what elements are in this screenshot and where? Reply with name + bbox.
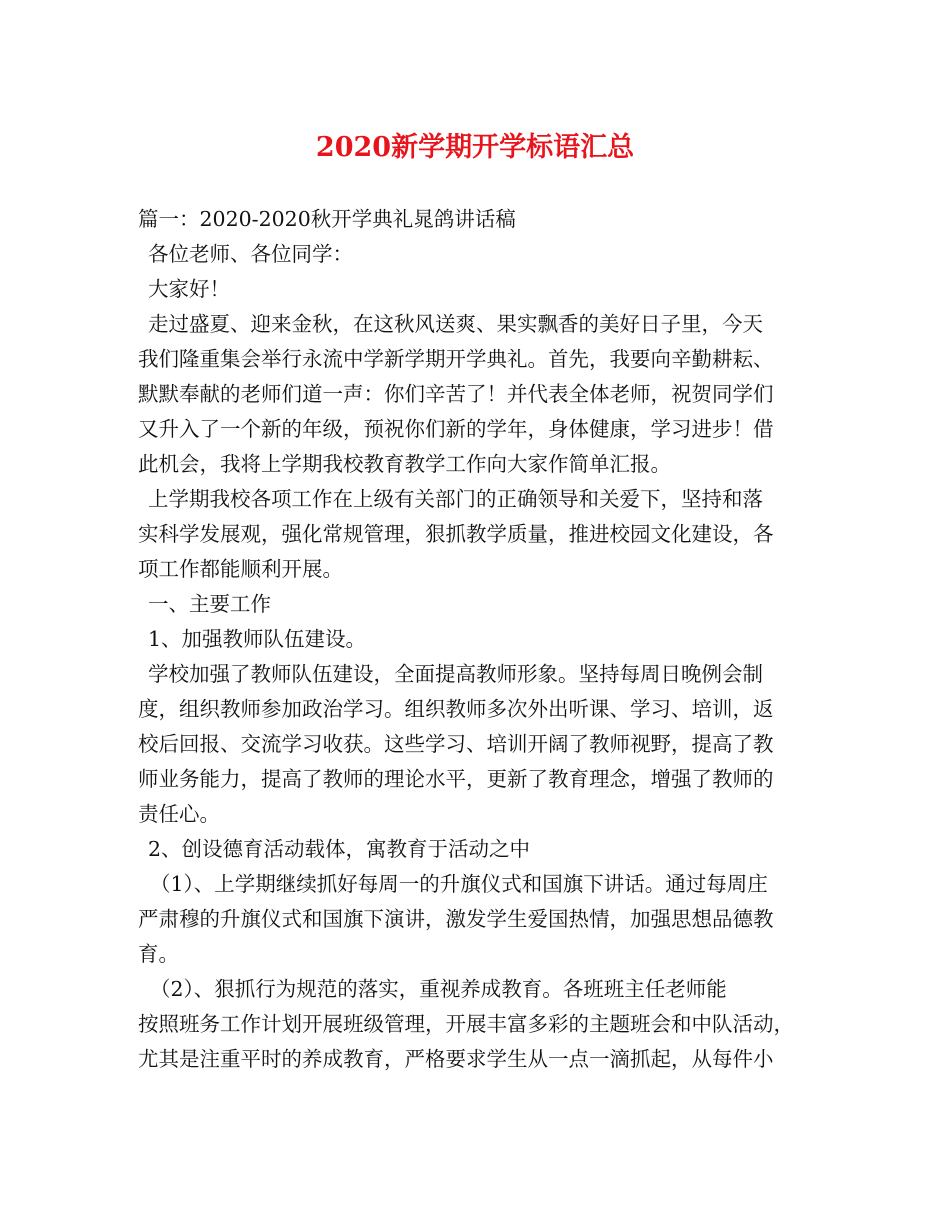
paragraph-line: 按照班务工作计划开展班级管理，开展丰富多彩的主题班会和中队活动，	[138, 1012, 794, 1036]
paragraph-line: 师业务能力，提高了教师的理论水平，更新了教育理念，增强了教师的	[138, 767, 774, 791]
subsection-heading: 一、主要工作	[148, 592, 271, 616]
paragraph-line: 又升入了一个新的年级，预祝你们新的学年，身体健康，学习进步！借	[138, 417, 774, 441]
paragraph-line: 度，组织教师参加政治学习。组织教师多次外出听课、学习、培训，返	[138, 697, 774, 721]
paragraph-line: 责任心。	[138, 802, 220, 826]
paragraph-line: 校后回报、交流学习收获。这些学习、培训开阔了教师视野，提高了教	[138, 732, 774, 756]
document-title: 2020新学期开学标语汇总	[315, 132, 635, 163]
paragraph-line: 上学期我校各项工作在上级有关部门的正确领导和关爱下，坚持和落	[148, 487, 763, 511]
salutation: 各位老师、各位同学：	[148, 242, 353, 266]
paragraph-line: 项工作都能顺利开展。	[138, 557, 343, 581]
subsection-heading: 2、创设德育活动载体，寓教育于活动之中	[148, 837, 531, 861]
section-heading: 篇一：2020-2020秋开学典礼晁鸽讲话稿	[138, 207, 516, 231]
paragraph-line: 育。	[138, 942, 179, 966]
paragraph-line: （1）、上学期继续抓好每周一的升旗仪式和国旗下讲话。通过每周庄	[150, 872, 768, 896]
paragraph-line: 我们隆重集会举行永流中学新学期开学典礼。首先，我要向辛勤耕耘、	[138, 347, 774, 371]
paragraph-line: 走过盛夏、迎来金秋，在这秋风送爽、果实飘香的美好日子里，今天	[148, 312, 763, 336]
paragraph-line: 此机会，我将上学期我校教育教学工作向大家作简单汇报。	[138, 452, 671, 476]
paragraph-line: 严肃穆的升旗仪式和国旗下演讲，激发学生爱国热情，加强思想品德教	[138, 907, 774, 931]
paragraph-line: （2）、狠抓行为规范的落实，重视养成教育。各班班主任老师能	[150, 977, 727, 1001]
paragraph-line: 实科学发展观，强化常规管理，狠抓教学质量，推进校园文化建设，各	[138, 522, 774, 546]
paragraph-line: 默默奉献的老师们道一声：你们辛苦了！并代表全体老师，祝贺同学们	[138, 382, 774, 406]
document-body	[138, 202, 828, 1077]
subsection-heading: 1、加强教师队伍建设。	[148, 627, 367, 651]
paragraph-line: 学校加强了教师队伍建设，全面提高教师形象。坚持每周日晚例会制	[148, 662, 763, 686]
paragraph-line: 尤其是注重平时的养成教育，严格要求学生从一点一滴抓起，从每件小	[138, 1047, 774, 1071]
greeting: 大家好！	[148, 277, 230, 301]
